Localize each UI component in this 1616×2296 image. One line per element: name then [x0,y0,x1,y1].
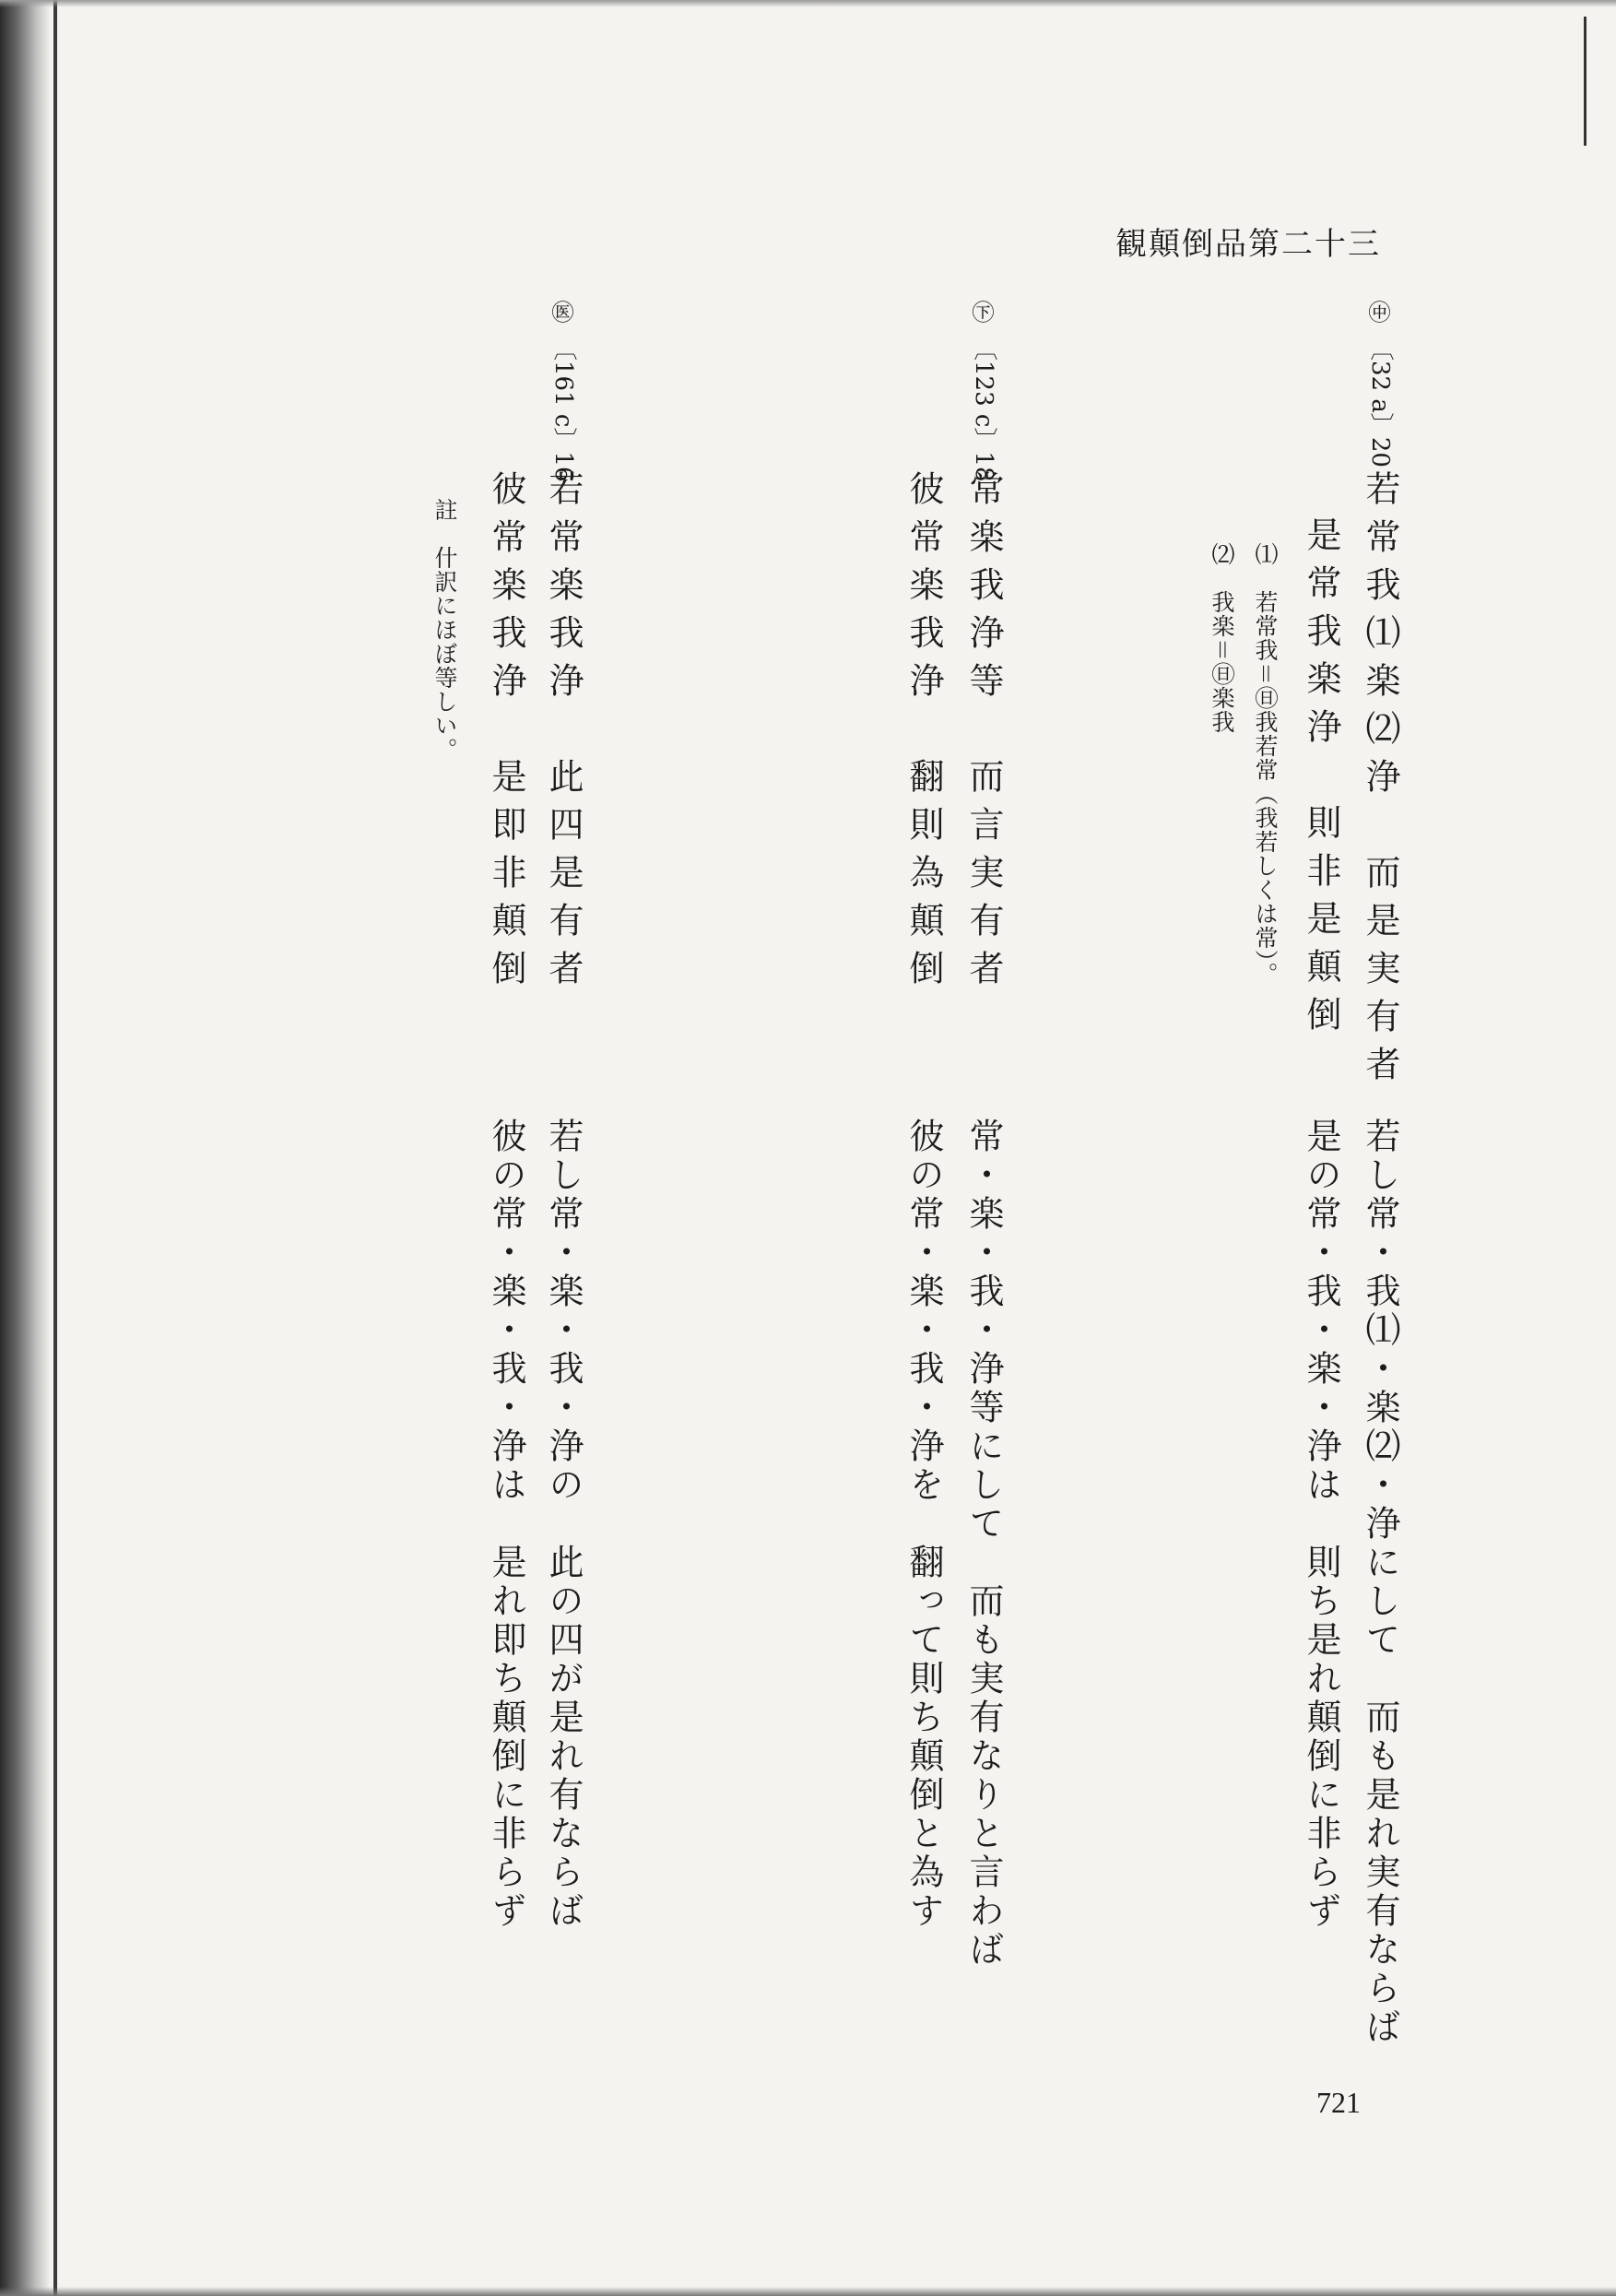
section-1-footnote-2: ⑵ 我楽＝㊐楽我 [1209,542,1235,735]
section-3-verse-line-1: 若常楽我浄 此四是有者 [543,470,584,998]
section-2-sign: ㊦ [968,301,994,323]
section-2-verse-line-1: 常楽我浄等 而言実有者 [963,470,1004,998]
section-2-verse-line-2: 彼常楽我浄 翻則為顛倒 [903,470,944,998]
page-binding-line [53,0,57,2296]
section-3-reading-line-2: 彼の常・楽・我・浄は 是れ即ち顛倒に非らず [486,1118,526,1931]
section-3-sign: ㊩ [548,301,573,323]
section-1-verse-line-2: 是常我楽浄 則非是顛倒 [1301,516,1341,1044]
section-2-reference: 〔123 c〕18 [970,337,997,482]
page-top-edge [0,0,1616,7]
section-1-reading-line-1: 若し常・我⑴・楽⑵・浄にして 而も是れ実有ならば [1360,1118,1400,2047]
section-1-reading-line-2: 是の常・我・楽・浄は 則ち是れ顛倒に非らず [1301,1118,1341,1931]
section-3-note: 註 什訳にほぼ等しい。 [431,498,458,762]
section-1-reference: 〔32 a〕20 [1366,337,1394,467]
page-number: 721 [1316,2086,1361,2119]
section-2-reading-line-2: 彼の常・楽・我・浄を 翻って則ち顛倒と為す [903,1118,944,1931]
page-header-title: 観顛倒品第二十三 [1115,226,1381,263]
section-2-reading-line-1: 常・楽・我・浄等にして 而も実有なりと言わば [963,1118,1004,1970]
page-binding-shadow [0,0,51,2296]
section-1-footnote-1: ⑴ 若常我＝㊐我若常（我若しくは常）。 [1252,542,1279,987]
section-1-sign: ㊥ [1364,301,1390,323]
section-3-verse-line-2: 彼常楽我浄 是即非顛倒 [486,470,526,998]
section-3-reference: 〔161 c〕16 [549,337,577,482]
section-1-verse-line-1: 若常我⑴楽⑵浄 而是実有者 [1360,470,1400,1094]
page-bottom-edge [0,2287,1616,2296]
section-3-reading-line-1: 若し常・楽・我・浄の 此の四が是れ有ならば [543,1118,584,1931]
scan-mark [1584,17,1587,146]
